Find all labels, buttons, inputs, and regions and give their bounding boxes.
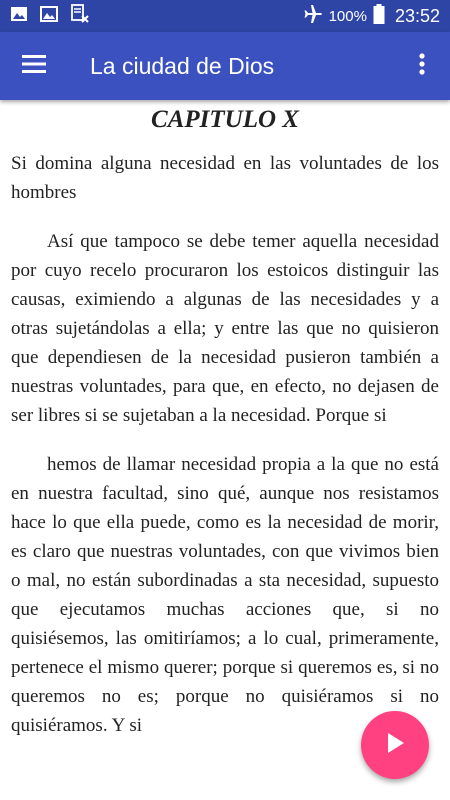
menu-button[interactable] [0, 32, 70, 100]
hamburger-menu-icon [22, 54, 48, 79]
more-options-button[interactable] [394, 32, 450, 100]
app-bar [0, 32, 450, 100]
app-title: La ciudad de Dios [90, 52, 275, 79]
more-vert-icon [419, 53, 425, 80]
notification-icons [10, 4, 90, 29]
image-icon [10, 5, 28, 28]
paragraph: Así que tampoco se debe temer aquella necesidad por cuyo recelo procuraron los estoicos distinguir las causas, eximiendo a algunas de las necesidades y a otras sujetándolas a ella; y entre las que no quisieron que dependiesen de la necesidad pusieron también a nuestras voluntades, para que, en efecto, no dejasen de ser libres si se sujetaban a la necesidad. Porque si [11, 231, 439, 426]
play-icon [384, 731, 406, 760]
document-icon [70, 4, 90, 29]
paragraph: hemos de llamar necesidad propia a la que no está en nuestra facultad, sino qué, aunque nos resistamos hace lo que ella puede, como es la necesidad de morir, es claro que nuestras voluntades, con que vivimos bien o mal, no están subordinadas a sta necesidad, supuesto que ejecutamos muchas acciones que, si no quisiésemos, las omitiríamos; a lo cual, primeramente, pertenece el mismo querer; porque si queremos es, si no queremos no es; porque no quisiéramos si no quisiéramos. Y si [11, 454, 439, 736]
clock: 23:52 [394, 5, 440, 26]
status-bar [0, 0, 450, 32]
system-indicators [303, 4, 440, 29]
play-button[interactable] [361, 711, 429, 779]
image-icon [40, 5, 58, 28]
book-content[interactable] [0, 100, 450, 800]
chapter-title: CAPITULO X [151, 106, 299, 133]
battery-icon [373, 4, 385, 29]
airplane-icon [303, 4, 323, 29]
chapter-subtitle: Si domina alguna necesidad en las voluntades de los hombres [11, 153, 439, 203]
battery-percent: 100% [328, 7, 367, 25]
